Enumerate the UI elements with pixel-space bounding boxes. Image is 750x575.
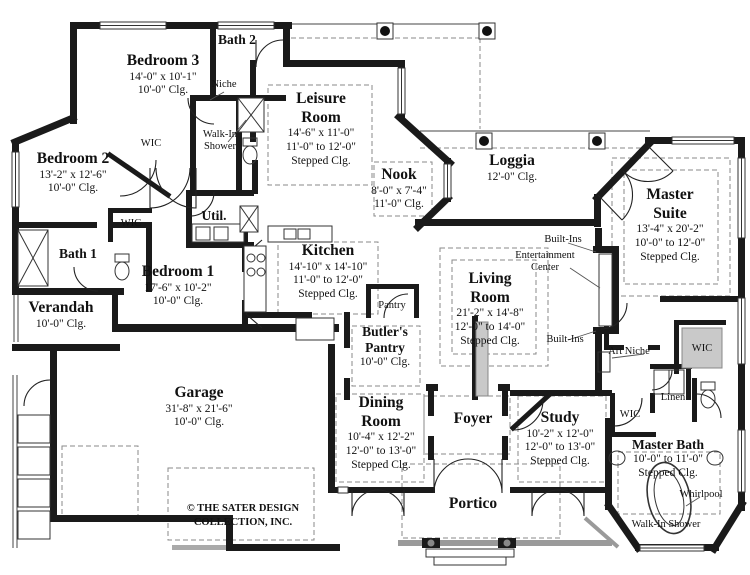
room-label-study: Study 10'-2" x 12'-0" 12'-0" to 13'-0" Stepped Clg.	[524, 409, 596, 468]
room-dim: 14'-0" x 10'-1"	[129, 70, 197, 83]
room-label-util: Util.	[201, 208, 227, 223]
room-label-bedroom3	[93, 52, 233, 98]
copyright-notice: © THE SATER DESIGN COLLECTION, INC.	[186, 503, 300, 528]
label-built-ins-lower: Built-Ins	[546, 334, 584, 345]
label-art-niche: Art Niche	[608, 346, 650, 357]
label-niche: Niche	[211, 79, 237, 90]
room-label-bedroom1: Bedroom 1 17'-6" x 10'-2" 10'-0" Clg.	[141, 263, 215, 308]
room-label-living: Living Room 21'-2" x 14'-8" 12'-0" to 14'-0" Stepped Clg.	[454, 270, 526, 347]
room-ceiling: 10'-0" Clg.	[137, 84, 189, 97]
label-wic-bedroom2: WIC	[120, 218, 142, 229]
side-entry-shelves	[18, 415, 50, 539]
entertainment-center-recess	[599, 254, 612, 326]
portico-steps	[426, 549, 514, 565]
room-label-dining: Dining Room 10'-4" x 12'-2" 12'-0" to 13'-0" Stepped Clg.	[345, 394, 417, 471]
shower-bath2	[238, 98, 264, 132]
label-entertainment-center: Entertainment Center	[515, 250, 575, 274]
room-label-foyer: Foyer	[453, 410, 493, 427]
label-wic-master-left: WIC	[619, 409, 641, 420]
room-label-leisure: Leisure Room 14'-6" x 11'-0" 11'-0" to 12'-0" Stepped Clg.	[286, 90, 356, 167]
room-label-kitchen: Kitchen 14'-10" x 14'-10" 11'-0" to 12'-0" Stepped Clg.	[288, 242, 368, 301]
room-label-master-bath: Master Bath 10'-0" to 11'-0" Stepped Clg.	[631, 437, 705, 479]
label-linen: Linen	[660, 392, 686, 403]
room-label-bath1: Bath 1	[59, 246, 97, 261]
room-name: Bath 2	[218, 32, 256, 47]
label-pantry: Pantry	[378, 300, 406, 311]
room-label-bedroom2: Bedroom 2 13'-2" x 12'-6" 10'-0" Clg.	[36, 150, 110, 195]
linen-shelf	[654, 370, 684, 394]
room-label-portico: Portico	[448, 495, 498, 512]
room-name: Bedroom 3	[126, 52, 200, 69]
room-label-garage: Garage 31'-8" x 21'-6" 10'-0" Clg.	[165, 384, 233, 429]
room-label-nook: Nook 8'-0" x 7'-4" 11'-0" Clg.	[371, 166, 427, 211]
label-walk-in-shower: Walk-In Shower	[202, 129, 238, 153]
room-label-bath2	[202, 32, 272, 48]
label-wic-master-right: WIC	[691, 343, 713, 354]
room-label-loggia: Loggia 12'-0" Clg.	[486, 152, 538, 183]
label-walk-in-shower-master: Walk-In Shower	[631, 519, 701, 530]
label-whirlpool: Whirlpool	[679, 489, 723, 500]
room-label-verandah: Verandah 10'-0" Clg.	[28, 299, 94, 330]
label-built-ins-upper: Built-Ins	[544, 234, 582, 245]
label-wic-hall: WIC	[140, 138, 162, 149]
room-label-butlers-pantry: Butler's Pantry 10'-0" Clg.	[359, 324, 411, 369]
room-label-master-suite: Master Suite 13'-4" x 20'-2" 10'-0" to 12'-0" Stepped Clg.	[634, 186, 706, 263]
